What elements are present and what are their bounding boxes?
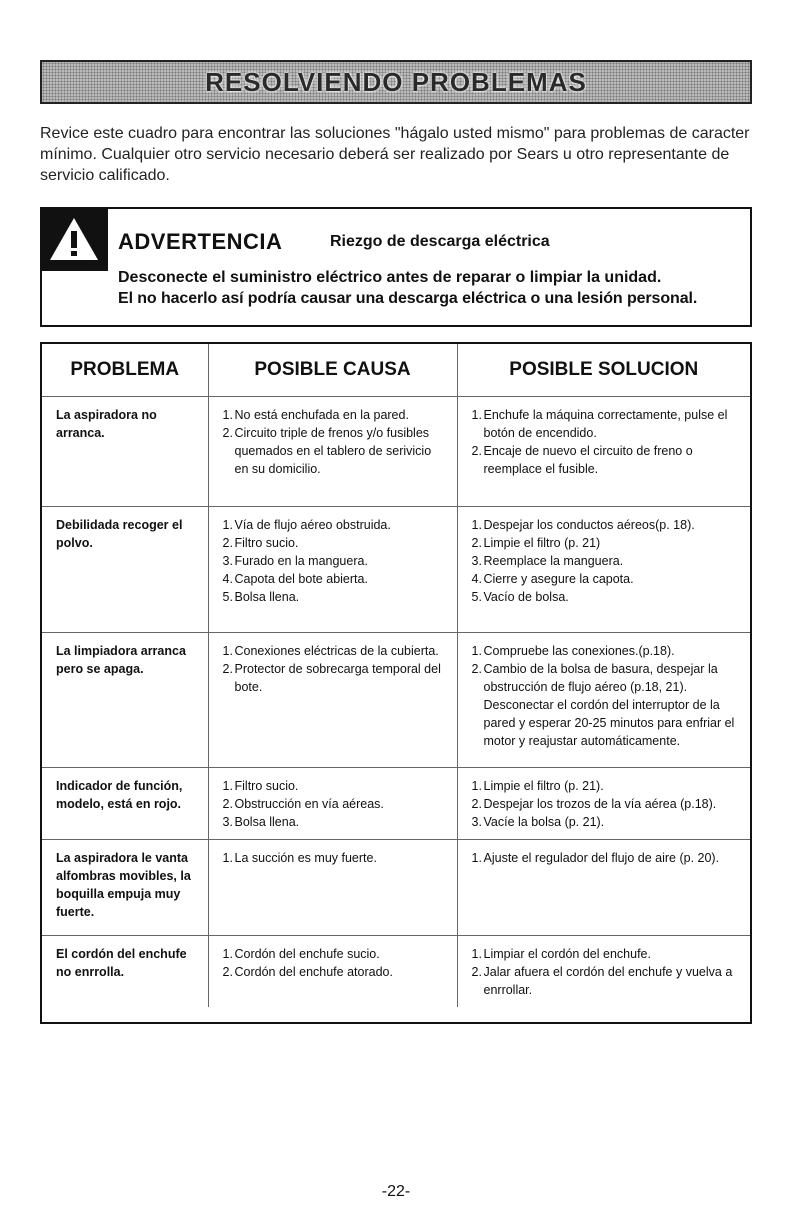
list-item: 1. Despejar los conductos aéreos(p. 18).: [471, 518, 695, 532]
list-item: 3. Bolsa llena.: [222, 815, 300, 829]
list-item: 2. Limpie el filtro (p. 21): [471, 536, 601, 550]
warning-line-2: El no hacerlo así podría causar una descarga eléctrica o una lesión personal.: [118, 290, 698, 307]
warning-subheading: Riezgo de descarga eléctrica: [330, 233, 550, 250]
list-item: 1. Vía de flujo aéreo obstruida.: [222, 518, 391, 532]
troubleshooting-table: [40, 342, 752, 1024]
list-item: 5. Bolsa llena.: [222, 590, 300, 604]
list-item: 2. Circuito triple de frenos y/o fusibles quemados en el tablero de serivicio en su domicilio.: [222, 426, 432, 476]
list-item: 2. Encaje de nuevo el circuito de freno o reemplace el fusible.: [471, 444, 693, 476]
problem-cell: La limpiadora arranca pero se apaga.: [42, 633, 208, 768]
solution-cell: [457, 633, 750, 768]
header-cause: POSIBLE CAUSA: [208, 344, 457, 397]
page-title: RESOLVIENDO PROBLEMAS: [205, 66, 587, 97]
list-item: 1. Ajuste el regulador del flujo de aire (p. 20).: [471, 851, 720, 865]
list-item: 4. Cierre y asegure la capota.: [471, 572, 634, 586]
warning-box: [40, 207, 752, 327]
table-row: [42, 397, 750, 507]
problem-cell: La aspiradora no arranca.: [42, 397, 208, 507]
list-item: 2. Cambio de la bolsa de basura, despejar la obstrucción de flujo aéreo (p.18, 21). Desconectar el cordón del interruptor de la pared y esperar 20-25 minutos para enfriar el motor y reajustar automáticamente.: [471, 662, 735, 748]
list-item: 1. Compruebe las conexiones.(p.18).: [471, 644, 675, 658]
cause-cell: [208, 633, 457, 768]
solution-cell: [457, 397, 750, 507]
list-item: 3. Vacíe la bolsa (p. 21).: [471, 815, 605, 829]
solution-cell: [457, 840, 750, 936]
table-row: [42, 768, 750, 840]
list-item: 2. Cordón del enchufe atorado.: [222, 965, 393, 979]
list-item: 2. Filtro sucio.: [222, 536, 299, 550]
table-row: [42, 507, 750, 633]
table-row: [42, 936, 750, 1008]
intro-paragraph: Revice este cuadro para encontrar las soluciones "hágalo usted mismo" para problemas de caracter mínimo. Cualquier otro servicio necesario deberá ser realizado por Sears u otro representante de servicio calificado.: [40, 125, 750, 184]
problem-cell: Debilidada recoger el polvo.: [42, 507, 208, 633]
title-banner: [40, 60, 752, 104]
page-number: -22-: [381, 1183, 411, 1200]
table-row: [42, 840, 750, 936]
problem-cell: El cordón del enchufe no enrrolla.: [56, 947, 187, 979]
cause-cell: [208, 936, 457, 1008]
list-item: 3. Reemplace la manguera.: [471, 554, 624, 568]
list-item: 1. La succión es muy fuerte.: [222, 851, 377, 865]
warning-icon: [40, 207, 108, 271]
list-item: 1. Limpiar el cordón del enchufe.: [471, 947, 651, 961]
cause-cell: [208, 840, 457, 936]
list-item: 1. Limpie el filtro (p. 21).: [471, 779, 604, 793]
list-item: 1. Conexiones eléctricas de la cubierta.: [222, 644, 439, 658]
list-item: 5. Vacío de bolsa.: [471, 590, 569, 604]
list-item: 1. Cordón del enchufe sucio.: [222, 947, 380, 961]
header-problem: PROBLEMA: [42, 344, 208, 397]
list-item: 1. Enchufe la máquina correctamente, pulse el botón de encendido.: [471, 408, 728, 440]
list-item: 2. Despejar los trozos de la vía aérea (p.18).: [471, 797, 717, 811]
solution-cell: [457, 768, 750, 840]
list-item: 4. Capota del bote abierta.: [222, 572, 368, 586]
header-solution: POSIBLE SOLUCION: [457, 344, 750, 397]
warning-heading: ADVERTENCIA: [118, 229, 283, 254]
table-header-row: [42, 344, 750, 397]
list-item: 2. Protector de sobrecarga temporal del bote.: [222, 662, 441, 694]
list-item: 3. Furado en la manguera.: [222, 554, 368, 568]
cause-cell: [208, 507, 457, 633]
table-row: [42, 633, 750, 768]
list-item: 2. Obstrucción en vía aéreas.: [222, 797, 384, 811]
solution-cell: [457, 507, 750, 633]
warning-line-1: Desconecte el suministro eléctrico antes de reparar o limpiar la unidad.: [118, 269, 662, 286]
problem-cell: Indicador de función, modelo, está en rojo.: [42, 768, 208, 840]
solution-cell: [457, 936, 750, 1008]
cause-cell: [208, 768, 457, 840]
list-item: 2. Jalar afuera el cordón del enchufe y vuelva a enrrollar.: [471, 965, 733, 997]
list-item: 1. No está enchufada en la pared.: [222, 408, 409, 422]
problem-cell: La aspiradora le vanta alfombras movibles, la boquilla empuja muy fuerte.: [42, 840, 208, 936]
cause-cell: [208, 397, 457, 507]
list-item: 1. Filtro sucio.: [222, 779, 299, 793]
